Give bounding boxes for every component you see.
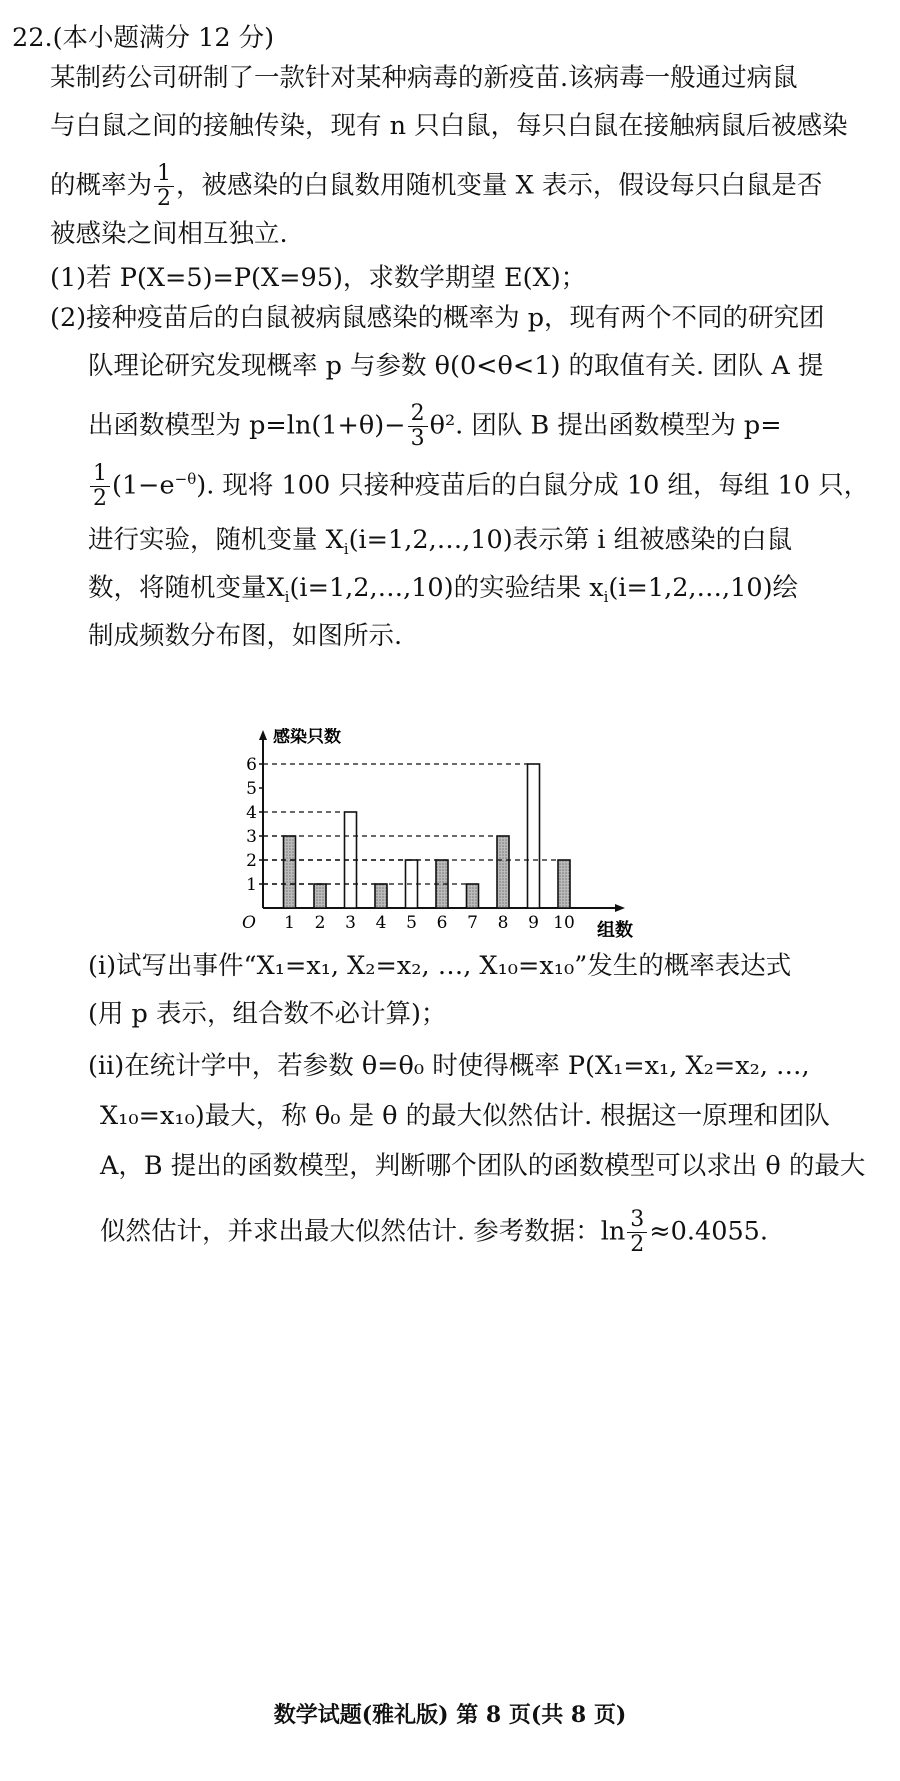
part-2-line-7: 制成频数分布图，如图所示. bbox=[88, 621, 403, 651]
subscript-i-3: i bbox=[603, 588, 609, 607]
intro-text-b: ，被感染的白鼠数用随机变量 X 表示，假设每只白鼠是否 bbox=[176, 170, 823, 201]
origin-label: O bbox=[242, 913, 256, 933]
y-tick-label: 2 bbox=[246, 851, 257, 871]
sub-ii-line-4 bbox=[100, 1208, 768, 1257]
x-tick-label: 6 bbox=[436, 913, 448, 933]
bar-4 bbox=[375, 884, 387, 908]
experiment-text: ). 现将 100 只接种疫苗后的白鼠分成 10 组，每组 10 只， bbox=[196, 470, 870, 501]
x-tick-label: 2 bbox=[314, 913, 326, 933]
fraction-one-half-b: $\frac{1}{2}$ bbox=[90, 462, 110, 511]
part-2-line-4 bbox=[88, 462, 869, 511]
x-tick-label: 8 bbox=[497, 913, 509, 933]
part-2-line-2: 队理论研究发现概率 p 与参数 θ(0<θ<1) 的取值有关. 团队 A 提 bbox=[88, 351, 824, 381]
bar-7 bbox=[467, 884, 479, 908]
bar-9 bbox=[528, 764, 540, 908]
intro-line-4: 被感染之间相互独立. bbox=[50, 219, 288, 249]
rv-text-c: 数，将随机变量X bbox=[88, 573, 285, 603]
subscript-i: i bbox=[343, 540, 349, 559]
bar-1 bbox=[284, 836, 296, 908]
y-tick-label: 6 bbox=[246, 755, 257, 775]
part-2-line-6 bbox=[88, 572, 798, 613]
intro-line-3 bbox=[50, 162, 822, 211]
sub-i-line-1: (ⅰ)试写出事件“X₁=x₁, X₂=x₂, …, X₁₀=x₁₀”发生的概率表达式 bbox=[88, 951, 792, 981]
x-axis-arrow bbox=[615, 904, 625, 912]
model-b-text: θ². 团队 B 提出函数模型为 p= bbox=[429, 410, 782, 441]
rv-text-b: (i=1,2,…,10)表示第 i 组被感染的白鼠 bbox=[348, 525, 793, 555]
bar-8 bbox=[497, 836, 509, 908]
question-number: 22. bbox=[12, 23, 53, 53]
x-tick-label: 1 bbox=[284, 913, 295, 933]
x-tick-label: 3 bbox=[345, 913, 356, 933]
model-a-text: 出函数模型为 p=ln(1+θ)− bbox=[88, 410, 406, 441]
fraction-two-thirds: $\frac{2}{3}$ bbox=[408, 402, 428, 451]
fraction-three-halves: $\frac{3}{2}$ bbox=[627, 1208, 647, 1257]
model-b-expr: (1−e bbox=[112, 470, 175, 501]
x-axis-label: 组数 bbox=[597, 920, 633, 941]
intro-line-2: 与白鼠之间的接触传染，现有 n 只白鼠，每只白鼠在接触病鼠后被感染 bbox=[50, 111, 848, 141]
part-2-line-3 bbox=[88, 402, 782, 451]
rv-text-e: (i=1,2,…,10)绘 bbox=[608, 573, 799, 603]
frequency-chart bbox=[235, 728, 635, 943]
sub-ii-line-3: A，B 提出的函数模型，判断哪个团队的函数模型可以求出 θ 的最大 bbox=[100, 1151, 866, 1181]
question-points: (本小题满分 12 分) bbox=[52, 23, 275, 53]
y-tick-label: 3 bbox=[246, 827, 257, 847]
bar-10 bbox=[558, 860, 570, 908]
rv-text-d: (i=1,2,…,10)的实验结果 x bbox=[289, 573, 604, 603]
x-tick-label: 10 bbox=[553, 913, 575, 933]
model-b-exponent: −θ bbox=[174, 470, 197, 488]
x-tick-label: 7 bbox=[467, 913, 478, 933]
part-1: (1)若 P(X=5)=P(X=95)，求数学期望 E(X)； bbox=[50, 263, 587, 293]
part-2-line-1: (2)接种疫苗后的白鼠被病鼠感染的概率为 p，现有两个不同的研究团 bbox=[50, 303, 825, 333]
intro-line-1: 某制药公司研制了一款针对某种病毒的新疫苗.该病毒一般通过病鼠 bbox=[50, 63, 798, 93]
subscript-i-2: i bbox=[284, 588, 290, 607]
rv-text-a: 进行实验，随机变量 X bbox=[88, 525, 344, 555]
y-axis-label: 感染只数 bbox=[273, 728, 341, 747]
y-axis-arrow bbox=[259, 730, 267, 740]
sub-ii-line-1: (ⅱ)在统计学中，若参数 θ=θ₀ 时使得概率 P(X₁=x₁, X₂=x₂, …, bbox=[88, 1051, 810, 1081]
question-header bbox=[12, 22, 274, 54]
part-2-line-5 bbox=[88, 524, 792, 565]
y-tick-label: 4 bbox=[246, 803, 257, 823]
x-tick-label: 4 bbox=[375, 913, 387, 933]
page-footer: 数学试题(雅礼版) 第 8 页(共 8 页) bbox=[273, 1702, 627, 1728]
bar-2 bbox=[314, 884, 326, 908]
x-tick-label: 9 bbox=[528, 913, 539, 933]
fraction-one-half: $\frac{1}{2}$ bbox=[154, 162, 174, 211]
ref-value: ≈0.4055. bbox=[649, 1216, 768, 1247]
sub-i-line-2: (用 p 表示，组合数不必计算)； bbox=[88, 999, 447, 1029]
intro-text-a: 的概率为 bbox=[50, 170, 153, 201]
x-tick-label: 5 bbox=[406, 913, 417, 933]
ref-text: 似然估计，并求出最大似然估计. 参考数据：ln bbox=[100, 1216, 626, 1247]
y-tick-label: 1 bbox=[246, 875, 257, 895]
sub-ii-line-2: X₁₀=x₁₀)最大，称 θ₀ 是 θ 的最大似然估计. 根据这一原理和团队 bbox=[100, 1101, 830, 1131]
y-tick-label: 5 bbox=[246, 779, 257, 799]
